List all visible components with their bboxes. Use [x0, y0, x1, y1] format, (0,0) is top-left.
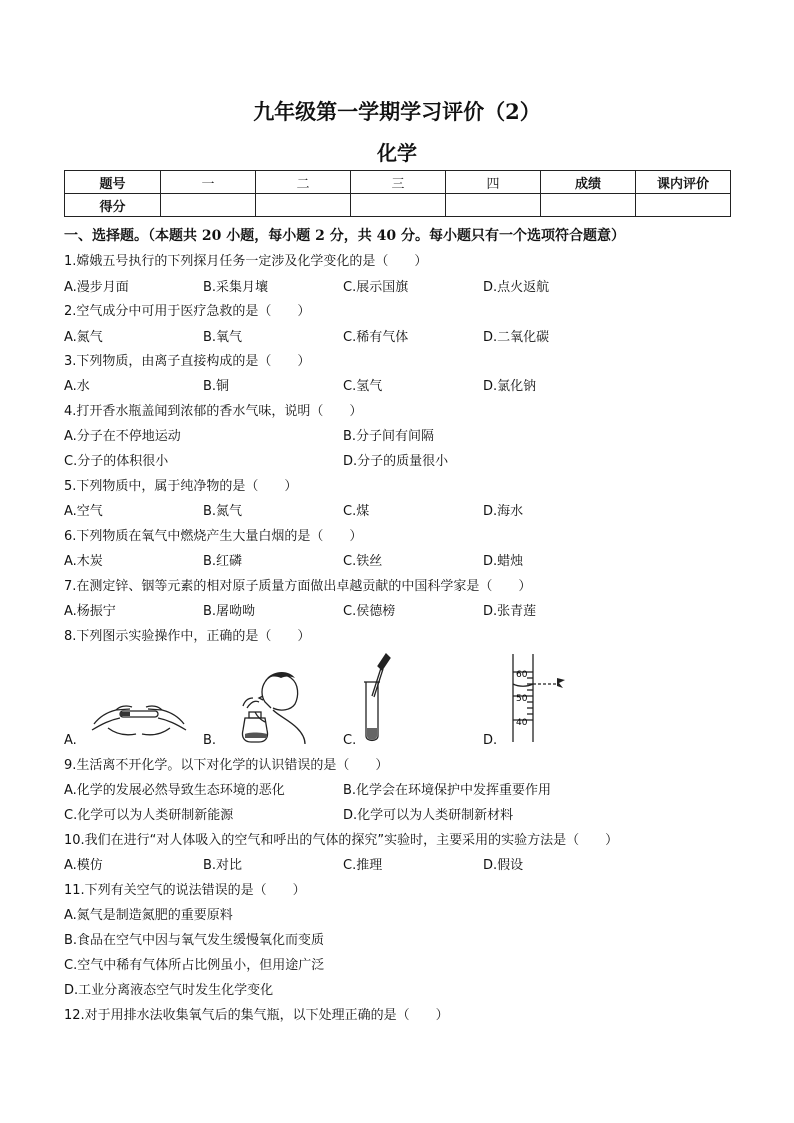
option: D.工业分离液态空气时发生化学变化	[64, 983, 274, 998]
score-header-cell: 一	[161, 171, 256, 194]
option: C.煤	[343, 504, 370, 519]
score-header-cell: 四	[446, 171, 541, 194]
option: B.铜	[203, 379, 230, 394]
option: D.海水	[483, 504, 524, 519]
figure-c-dropper-test-tube	[360, 652, 400, 746]
option: B.化学会在环境保护中发挥重要作用	[343, 783, 552, 798]
score-table-header-row	[65, 171, 731, 194]
option: B.食品在空气中因与氧气发生缓慢氧化而变质	[64, 933, 325, 948]
option: C.空气中稀有气体所占比例虽小，但用途广泛	[64, 958, 325, 973]
question-text: 11.下列有关空气的说法错误的是（ ）	[64, 883, 306, 898]
question-text: 2.空气成分中可用于医疗急救的是（ ）	[64, 304, 311, 319]
score-header-cell: 二	[256, 171, 351, 194]
option: D.张青莲	[483, 604, 537, 619]
option: B.采集月壤	[203, 280, 269, 295]
option: A.杨振宁	[64, 604, 116, 619]
question-text: 12.对于用排水法收集氧气后的集气瓶，以下处理正确的是（ ）	[64, 1008, 449, 1023]
cylinder-mark: 60	[516, 670, 528, 680]
option: A.	[64, 733, 77, 748]
question-text: 9.生活离不开化学。以下对化学的认识错误的是（ ）	[64, 758, 389, 773]
question-text: 7.在测定锌、铟等元素的相对原子质量方面做出卓越贡献的中国科学家是（ ）	[64, 579, 532, 594]
option: C.稀有气体	[343, 330, 409, 345]
option: A.分子在不停地运动	[64, 429, 181, 444]
option: C.推理	[343, 858, 383, 873]
option: B.屠呦呦	[203, 604, 256, 619]
score-header-cell: 成绩	[541, 171, 636, 194]
option: A.漫步月面	[64, 280, 129, 295]
subject-title: 化学	[377, 141, 417, 165]
option: D.氯化钠	[483, 379, 537, 394]
figure-a-hands-holding-tube	[86, 690, 192, 738]
cylinder-mark: 50	[516, 694, 528, 704]
score-table	[64, 170, 731, 217]
option: D.点火返航	[483, 280, 550, 295]
question-text: 4.打开香水瓶盖闻到浓郁的香水气味，说明（ ）	[64, 404, 363, 419]
section-heading: 一、选择题。（本题共 20 小题，每小题 2 分，共 40 分。每小题只有一个选项符合题意）	[64, 228, 625, 244]
score-cell[interactable]	[256, 194, 351, 217]
score-header-cell: 题号	[65, 171, 161, 194]
option: A.木炭	[64, 554, 103, 569]
option: C.分子的体积很小	[64, 454, 169, 469]
option: D.化学可以为人类研制新材料	[343, 808, 514, 823]
option: B.氧气	[203, 330, 243, 345]
figure-b-person-smelling-flask	[225, 668, 311, 744]
option: C.铁丝	[343, 554, 383, 569]
option: D.分子的质量很小	[343, 454, 449, 469]
page-title: 九年级第一学期学习评价（2）	[253, 99, 541, 124]
option: D.二氧化碳	[483, 330, 550, 345]
option: A.水	[64, 379, 90, 394]
question-text: 6.下列物质在氧气中燃烧产生大量白烟的是（ ）	[64, 529, 363, 544]
option: B.氮气	[203, 504, 243, 519]
option: C.侯德榜	[343, 604, 396, 619]
score-cell[interactable]	[446, 194, 541, 217]
cylinder-mark: 40	[516, 718, 528, 728]
score-row-label: 得分	[65, 194, 161, 217]
option: B.	[203, 733, 217, 748]
score-cell[interactable]	[161, 194, 256, 217]
option: C.展示国旗	[343, 280, 409, 295]
option: C.氢气	[343, 379, 383, 394]
question-text: 8.下列图示实验操作中，正确的是（ ）	[64, 629, 311, 644]
question-text: 5.下列物质中，属于纯净物的是（ ）	[64, 479, 298, 494]
option: A.化学的发展必然导致生态环境的恶化	[64, 783, 285, 798]
question-text: 3.下列物质，由离子直接构成的是（ ）	[64, 354, 311, 369]
question-text: 10.我们在进行“对人体吸入的空气和呼出的气体的探究”实验时，主要采用的实验方法是（ ）	[64, 833, 619, 848]
option: A.空气	[64, 504, 103, 519]
option: A.氮气	[64, 330, 103, 345]
option: D.蜡烛	[483, 554, 524, 569]
score-cell[interactable]	[351, 194, 446, 217]
score-header-cell: 课内评价	[636, 171, 731, 194]
figure-d-graduated-cylinder	[507, 650, 573, 744]
score-cell[interactable]	[541, 194, 636, 217]
score-table-row	[65, 194, 731, 217]
score-header-cell: 三	[351, 171, 446, 194]
option: B.对比	[203, 858, 243, 873]
option: A.模仿	[64, 858, 103, 873]
option: B.红磷	[203, 554, 243, 569]
option: B.分子间有间隔	[343, 429, 435, 444]
option: C.	[343, 733, 357, 748]
option: A.氮气是制造氮肥的重要原料	[64, 908, 233, 923]
option: D.	[483, 733, 498, 748]
question-text: 1.嫦娥五号执行的下列探月任务一定涉及化学变化的是（ ）	[64, 254, 428, 269]
option: D.假设	[483, 858, 524, 873]
option: C.化学可以为人类研制新能源	[64, 808, 234, 823]
score-cell[interactable]	[636, 194, 731, 217]
